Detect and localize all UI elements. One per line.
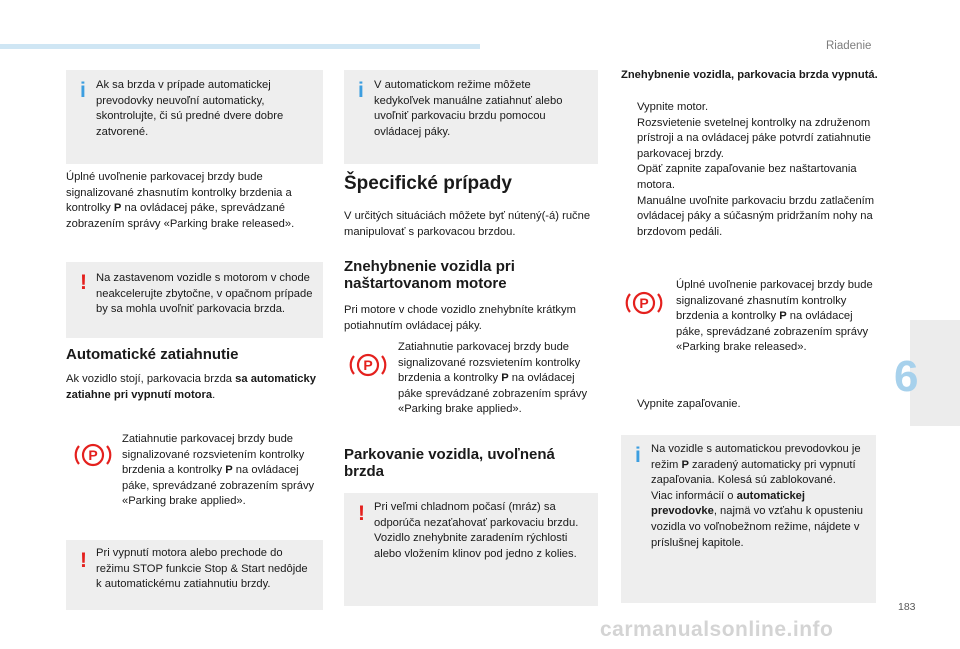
warning-note-text: Pri vypnutí motora alebo prechode do režimu STOP funkcie Stop & Start nedôjde k automatickému zatiahnutiu brzdy. xyxy=(96,547,308,591)
release-indicator-text: Úplné uvoľnenie parkovacej brzdy bude signalizované zhasnutím kontrolky brzdenia a kontrolky P na ovládacej páke, sprevádzané zobrazením správy «Parking brake released». xyxy=(676,279,873,354)
watermark: carmanualsonline.info xyxy=(600,618,834,641)
warning-icon: ! xyxy=(80,549,87,572)
procedure-last-step xyxy=(621,397,879,413)
warning-note-stop-start xyxy=(66,540,323,610)
parking-brake-icon xyxy=(623,288,665,318)
warning-icon: ! xyxy=(80,271,87,294)
paragraph-full-release: Úplné uvoľnenie parkovacej brzdy bude signalizované zhasnutím kontrolky brzdenia a kontrolky P na ovládacej páke, sprevádzané zobrazením správy «Parking brake released». xyxy=(66,171,295,230)
svg-text:P: P xyxy=(363,357,373,373)
heading-immobilise-brake-off: Znehybnenie vozidla, parkovacia brzda vypnutá. xyxy=(621,69,878,81)
info-note-text: Ak sa brzda v prípade automatickej prevodovky neuvoľní automaticky, skontrolujte, či sú predné dvere dobre zatvorené. xyxy=(96,79,284,138)
procedure-list xyxy=(621,100,879,240)
list-item: Vypnite motor. Rozsvietenie svetelnej kontrolky na združenom prístroji a na ovládacej páke potvrdí zatiahnutie parkovacej brzdy. xyxy=(637,101,871,160)
list-item: Manuálne uvoľnite parkovaciu brzdu zatlačením ovládacej páky a súčasným pridržaním nohy na brzdovom pedáli. xyxy=(637,194,875,238)
info-note-door-check xyxy=(66,70,323,164)
paragraph-special-cases: V určitých situáciách môžete byť nútený(-á) ručne manipulovať s parkovacou brzdou. xyxy=(344,210,591,238)
info-note-text: V automatickom režime môžete kedykoľvek manuálne zatiahnuť alebo uvoľniť parkovaciu brzdu pomocou ovládacej páky. xyxy=(374,79,563,138)
parking-brake-icon xyxy=(72,440,114,470)
warning-note-accelerate xyxy=(66,262,323,338)
info-icon: i xyxy=(80,79,86,102)
warning-note-text: Pri veľmi chladnom počasí (mráz) sa odporúča nezaťahovať parkovaciu brzdu. Vozidlo znehybnite zaradením rýchlosti alebo vložením klinov pod jedno z kolies. xyxy=(374,501,579,560)
list-item: Vypnite zapaľovanie. xyxy=(637,398,741,410)
info-icon: i xyxy=(358,79,364,102)
info-note-automatic-gearbox xyxy=(621,435,876,603)
paragraph-immobilise: Pri motore v chode vozidlo znehybníte krátkym potiahnutím ovládacej páky. xyxy=(344,304,576,332)
apply-indicator-text: Zatiahnutie parkovacej brzdy bude signalizované rozsvietením kontrolky brzdenia a kontrolky P na ovládacej páke sprevádzané zobrazením správy «Parking brake applied». xyxy=(398,341,588,416)
heading-immobilise-engine-running: Znehybnenie vozidla pri naštartovanom motore xyxy=(344,258,515,292)
warning-note-cold-weather xyxy=(344,493,598,606)
svg-text:P: P xyxy=(639,295,649,311)
info-note-manual-mode xyxy=(344,70,598,164)
page-number: 183 xyxy=(898,601,916,613)
chapter-number: 6 xyxy=(894,352,919,401)
parking-brake-icon xyxy=(347,350,389,380)
paragraph-automatic-apply: Ak vozidlo stojí, parkovacia brzda sa automaticky zatiahne pri vypnutí motora. xyxy=(66,373,316,401)
header-bar xyxy=(0,44,480,49)
info-note-text: Na vozidle s automatickou prevodovkou je režim P zaradený automaticky pri vypnutí zapaľovania. Kolesá sú zablokované. Viac informácií o automatickej prevodovke, najmä vo vzťahu k opusteniu vozidla vo voľnobežnom režime, nájdete v príslušnej kapitole. xyxy=(651,443,863,549)
warning-icon: ! xyxy=(358,502,365,525)
list-item: Opäť zapnite zapaľovanie bez naštartovania motora. xyxy=(637,163,857,191)
apply-indicator-text: Zatiahnutie parkovacej brzdy bude signalizované rozsvietením kontrolky brzdenia a kontrolky P na ovládacej páke, sprevádzané zobrazením správy «Parking brake applied». xyxy=(122,433,315,508)
info-icon: i xyxy=(635,444,641,467)
heading-special-cases: Špecifické prípady xyxy=(344,173,512,194)
heading-automatic-apply: Automatické zatiahnutie xyxy=(66,346,239,363)
heading-parking-released: Parkovanie vozidla, uvoľnená brzda xyxy=(344,446,555,480)
warning-note-text: Na zastavenom vozidle s motorom v chode neakcelerujte zbytočne, v opačnom prípade by sa mohla uvoľniť parkovacia brzda. xyxy=(96,272,313,316)
svg-text:P: P xyxy=(88,447,98,463)
section-title: Riadenie xyxy=(826,40,872,52)
